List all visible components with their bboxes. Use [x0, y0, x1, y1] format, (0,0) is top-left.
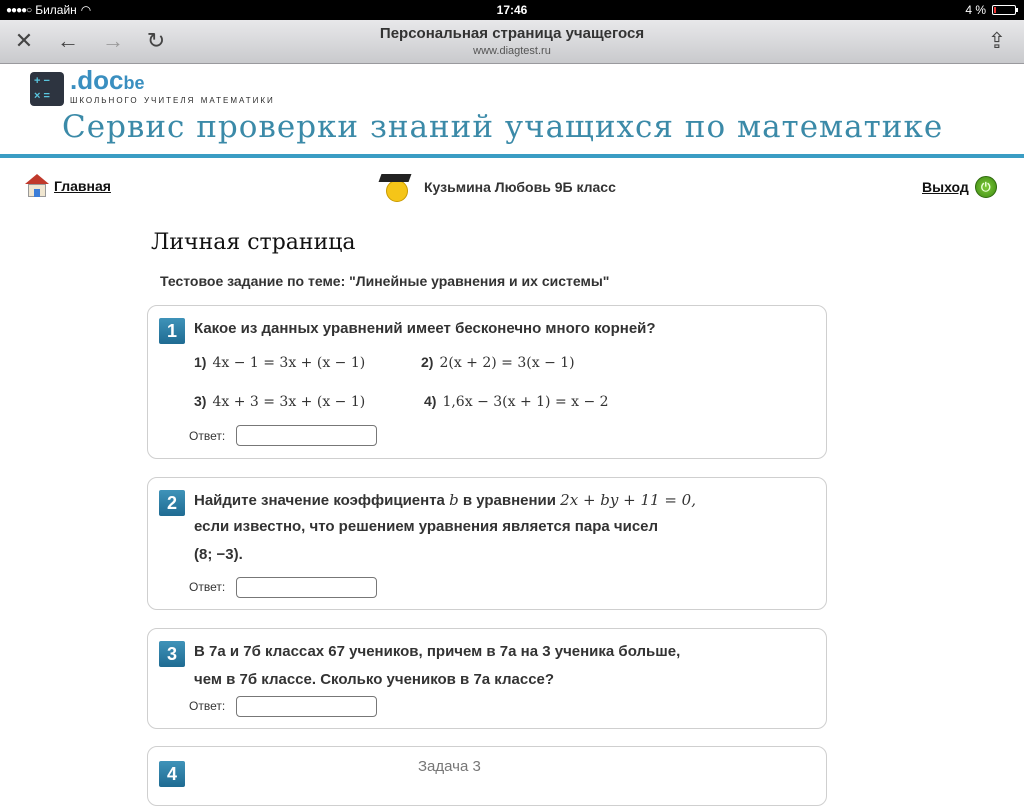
reload-icon[interactable]: ↻	[146, 28, 166, 53]
option-2: 2) 2(x + 2) = 3(x − 1)	[421, 354, 575, 371]
nav-exit[interactable]	[922, 176, 997, 198]
battery-percent: 4 %	[965, 3, 986, 17]
task-question-line-2: если известно, что решением уравнения является пара чисел	[194, 518, 659, 535]
nav-home[interactable]	[24, 174, 111, 198]
task-question: Какое из данных уравнений имеет бесконечно много корней?	[194, 320, 656, 337]
status-right	[965, 3, 1016, 17]
task-card-1	[147, 305, 827, 459]
task-card-2	[147, 477, 827, 610]
task-card-3	[147, 628, 827, 729]
clock: 17:46	[496, 3, 528, 17]
site-title: Сервис проверки знаний учащихся по математике	[62, 109, 944, 145]
home-icon	[24, 174, 50, 198]
task-question-line-1: Найдите значение коэффициента b в уравнении 2x + by + 11 = 0,	[194, 491, 696, 509]
task-question-line-1: В 7а и 7б классах 67 учеников, причем в 7а на 3 ученика больше,	[194, 643, 681, 660]
back-icon[interactable]: ←	[57, 28, 79, 53]
page-title: Личная страница	[151, 230, 356, 255]
task-number: 3	[159, 641, 185, 667]
site-header	[0, 65, 1024, 157]
task-number: 1	[159, 318, 185, 344]
exit-link[interactable]: Выход	[922, 179, 969, 195]
student-avatar-icon	[378, 172, 414, 202]
power-icon[interactable]: ⏻	[975, 176, 997, 198]
wifi-icon: ◠	[80, 3, 92, 17]
task-question-line-3: (8; −3).	[194, 546, 243, 563]
option-1: 1) 4x − 1 = 3x + (x − 1)	[194, 354, 366, 371]
task-number: 2	[159, 490, 185, 516]
answer-input-2[interactable]	[236, 577, 377, 598]
close-icon[interactable]: ✕	[14, 28, 34, 53]
share-icon[interactable]: ⇪	[987, 28, 1007, 53]
battery-icon	[992, 5, 1016, 15]
user-info	[378, 172, 616, 202]
logo-calculator-icon: + − × =	[30, 72, 64, 106]
logo-subtitle: школьного учителя математики	[70, 92, 275, 106]
status-bar	[0, 0, 1024, 20]
header-divider	[0, 154, 1024, 158]
browser-url[interactable]: www.diagtest.ru	[473, 45, 551, 57]
option-3: 3) 4x + 3 = 3x + (x − 1)	[194, 393, 366, 410]
test-topic: Тестовое задание по теме: "Линейные уравнения и их системы"	[160, 273, 610, 289]
task-question-partial: Задача 3	[418, 758, 481, 775]
browser-title: Персональная страница учащегося	[379, 25, 645, 42]
task-card-4	[147, 746, 827, 806]
answer-input-3[interactable]	[236, 696, 377, 717]
home-link[interactable]: Главная	[54, 178, 111, 194]
signal-icon: ●●●●○	[6, 4, 32, 16]
option-4: 4) 1,6x − 3(x + 1) = x − 2	[424, 393, 609, 410]
task-number: 4	[159, 761, 185, 787]
task-question-line-2: чем в 7б классе. Сколько учеников в 7а классе?	[194, 671, 555, 688]
answer-label: Ответ:	[189, 429, 226, 443]
user-name: Кузьмина Любовь 9Б класс	[424, 179, 616, 195]
answer-label: Ответ:	[189, 699, 226, 713]
logo-name[interactable]: .docbe	[70, 65, 145, 95]
answer-input-1[interactable]	[236, 425, 377, 446]
browser-toolbar	[0, 20, 1024, 64]
carrier-label: Билайн	[35, 3, 77, 17]
answer-label: Ответ:	[189, 580, 226, 594]
forward-icon[interactable]: →	[102, 28, 124, 53]
